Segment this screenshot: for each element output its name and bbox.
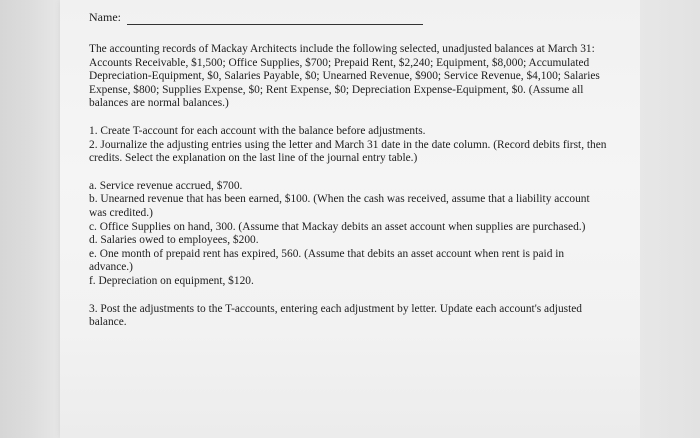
name-label: Name: <box>89 10 121 25</box>
final-step-paragraph: 3. Post the adjustments to the T-accounts, entering each adjustment by letter. Update each account's adjusted balance. <box>89 302 582 329</box>
photo-edge <box>640 0 700 438</box>
instructions-list <box>89 125 609 166</box>
adjustment-item-d: d. Salaries owed to employees, $200. <box>89 234 259 247</box>
instruction-item: 1. Create T-account for each account with the balance before adjustments. <box>89 124 426 137</box>
adjustment-item-a: a. Service revenue accrued, $700. <box>89 179 243 192</box>
adjustments-list <box>89 180 609 289</box>
adjustment-item-e: e. One month of prepaid rent has expired, 560. (Assume that debits an asset account when rent is paid in advance.) <box>89 247 565 274</box>
instruction-item: 2. Journalize the adjusting entries using the letter and March 31 date in the date column. (Record debits first, then credits. Select the explanation on the last line of the journal entry table.) <box>89 138 607 165</box>
adjustment-item-f: f. Depreciation on equipment, $120. <box>89 274 254 287</box>
intro-paragraph: The accounting records of Mackay Architects include the following selected, unadjusted balances at March 31: Accounts Receivable, $1,500; Office Supplies, $700; Prepaid Rent, $2,240; Equipment, $8,000; Accumulated Depreciation-Equipment, $0, Salaries Payable, $0; Unearned Revenue, $900; Service Revenue, $4,100; Salaries Expense, $800; Supplies Expense, $0; Rent Expense, $0; Depreciation Expense-Equipment, $0. (Assume all balances are normal balances.) <box>89 43 600 110</box>
adjustment-item-b: b. Unearned revenue that has been earned, $100. (When the cash was received, assume that a liability account was credited.) <box>89 193 590 219</box>
assignment-document <box>89 9 609 344</box>
name-blank-line <box>127 12 423 25</box>
name-row <box>89 9 609 25</box>
adjustment-item-c: c. Office Supplies on hand, 300. (Assume that Mackay debits an asset account when supplies are purchased.) <box>89 220 586 233</box>
